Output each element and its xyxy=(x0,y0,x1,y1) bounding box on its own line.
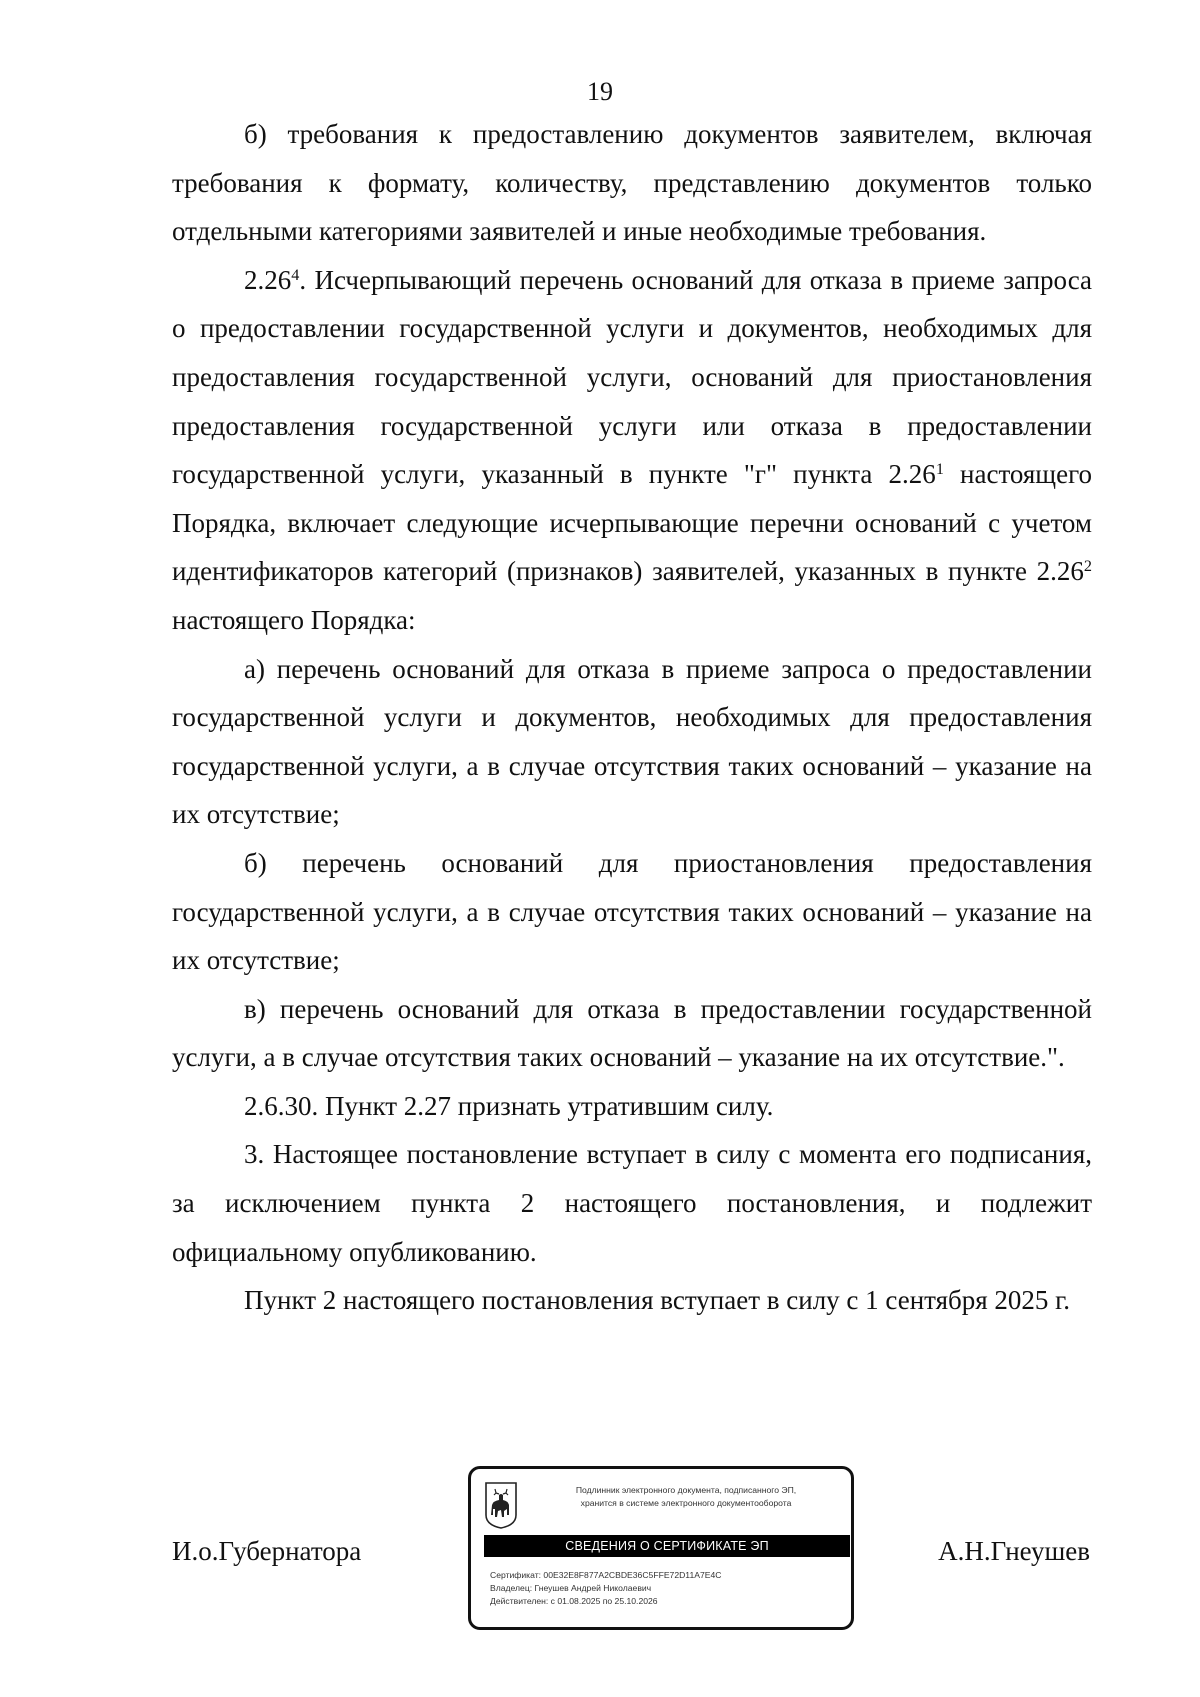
certificate-details xyxy=(490,1569,850,1608)
text-run: . Исчерпывающий перечень оснований для отказа в приеме запроса о предоставлении государственной услуги и документов, необходимых для предоставления государственной услуги, оснований для приостановления предоставления государственной услуги или отказа в предоставлении государственной услуги, указанный в пункте "г" пункта 2.26 xyxy=(172,264,1092,490)
paragraph xyxy=(172,645,1092,839)
paragraph xyxy=(172,1082,1092,1131)
text-run: 2.6.30. Пункт 2.27 признать утратившим силу. xyxy=(244,1090,774,1121)
stamp-origin-line: Подлинник электронного документа, подписанного ЭП, xyxy=(575,1485,797,1495)
superscript: 2 xyxy=(1083,557,1092,576)
deer-emblem-icon xyxy=(484,1481,518,1529)
text-run: а) перечень оснований для отказа в приеме запроса о предоставлении государственной услуги и документов, необходимых для предоставления государственной услуги, а в случае отсутствия таких оснований – указание на их отсутствие; xyxy=(172,653,1092,830)
paragraph xyxy=(172,1276,1092,1325)
paragraph xyxy=(172,839,1092,985)
paragraph xyxy=(172,985,1092,1082)
signatory-name: А.Н.Гнеушев xyxy=(938,1536,1090,1566)
stamp-origin-line: хранится в системе электронного документооборота xyxy=(580,1498,792,1508)
paragraph xyxy=(172,1130,1092,1276)
text-run: в) перечень оснований для отказа в предоставлении государственной услуги, а в случае отсутствия таких оснований – указание на их отсутствие.". xyxy=(172,993,1092,1073)
certificate-owner: Владелец: Гнеушев Андрей Николаевич xyxy=(490,1583,652,1593)
electronic-signature-stamp xyxy=(468,1466,854,1630)
certificate-number: Сертификат: 00E32E8F877A2CBDE36C5FFE72D11A7E4C xyxy=(490,1570,722,1580)
certificate-heading: СВЕДЕНИЯ О СЕРТИФИКАТЕ ЭП xyxy=(484,1535,850,1557)
document-body xyxy=(172,110,1092,1325)
text-run: б) требования к предоставлению документов заявителем, включая требования к формату, количеству, представлению документов только отдельными категориями заявителей и иные необходимые требования. xyxy=(172,119,1092,247)
signatory-position: И.о.Губернатора xyxy=(172,1536,362,1566)
superscript: 1 xyxy=(935,460,944,479)
text-run: 3. Настоящее постановление вступает в силу с момента его подписания, за исключением пункта 2 настоящего постановления, и подлежит официальному опубликованию. xyxy=(172,1139,1092,1267)
text-run: настоящего Порядка, включает следующие исчерпывающие перечни оснований с учетом идентификаторов категорий (признаков) заявителей, указанных в пункте 2.26 xyxy=(172,459,1092,587)
text-run: Пункт 2 настоящего постановления вступает в силу с 1 сентября 2025 г. xyxy=(244,1285,1070,1316)
stamp-origin-text xyxy=(523,1484,849,1510)
text-run: 2.26 xyxy=(244,264,292,295)
page-number: 19 xyxy=(587,77,613,106)
certificate-validity: Действителен: с 01.08.2025 по 25.10.2026 xyxy=(490,1596,658,1606)
superscript: 4 xyxy=(291,265,300,284)
text-run: б) перечень оснований для приостановления предоставления государственной услуги, а в случае отсутствия таких оснований – указание на их отсутствие; xyxy=(172,847,1092,976)
paragraph xyxy=(172,110,1092,256)
paragraph xyxy=(172,256,1092,645)
text-run: настоящего Порядка: xyxy=(172,604,416,635)
